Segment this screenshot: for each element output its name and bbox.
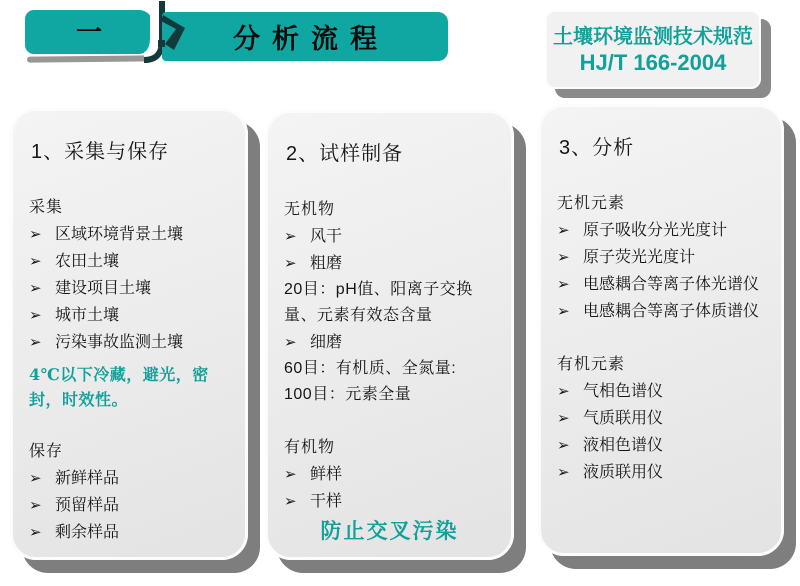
bullet-text: 预留样品: [55, 497, 120, 514]
bullet-arrow-icon: ➢: [284, 466, 297, 483]
bullet-text: 风干: [310, 228, 343, 245]
bullet-item: [29, 248, 233, 275]
bullet-arrow-icon: ➢: [557, 464, 570, 481]
bullet-arrow-icon: ➢: [284, 228, 297, 245]
bullet-text: 鲜样: [310, 466, 343, 483]
bullet-item: [284, 329, 499, 356]
bullet-text: 电感耦合等离子体光谱仪: [583, 276, 760, 293]
bullet-arrow-icon: ➢: [29, 280, 42, 297]
card-title: 1、采集与保存: [31, 141, 170, 163]
bullet-item: [284, 250, 499, 277]
bullet-text: 建设项目土壤: [55, 280, 152, 297]
bullet-text: 区域环境背景土壤: [55, 226, 184, 243]
bullet-arrow-icon: ➢: [29, 497, 42, 514]
card-content: [284, 196, 499, 515]
bullet-item: [284, 223, 499, 250]
bullet-item: [29, 302, 233, 329]
bullet-arrow-icon: ➢: [284, 255, 297, 272]
standard-reference-card: [545, 10, 761, 89]
bullet-arrow-icon: ➢: [557, 222, 570, 239]
bullet-item: [284, 488, 499, 515]
bullet-item: [557, 298, 769, 325]
spacer: [557, 325, 769, 351]
page-title: 分析流程: [233, 24, 389, 54]
bullet-arrow-icon: ➢: [29, 524, 42, 541]
bullet-arrow-icon: ➢: [557, 410, 570, 427]
process-card-collection: [10, 108, 248, 560]
bullet-text: 电感耦合等离子体质谱仪: [583, 303, 760, 320]
detail-text: 100目：元素全量: [284, 386, 412, 403]
bullet-item: [557, 378, 769, 405]
bullet-text: 污染事故监测土壤: [55, 334, 184, 351]
card-title: 2、试样制备: [286, 143, 404, 165]
section-number-label: 一: [75, 17, 102, 47]
card-content: [29, 194, 233, 546]
bullet-arrow-icon: ➢: [284, 493, 297, 510]
standard-code: HJ/T 166-2004: [579, 49, 727, 75]
bullet-arrow-icon: ➢: [557, 437, 570, 454]
bullet-item: [29, 221, 233, 248]
card-content: [557, 190, 769, 486]
bullet-text: 农田土壤: [55, 253, 120, 270]
bullet-arrow-icon: ➢: [29, 253, 42, 270]
process-card-preparation: [265, 110, 514, 560]
bullet-arrow-icon: ➢: [557, 276, 570, 293]
footer-warning: 防止交叉污染: [320, 520, 459, 543]
bullet-arrow-icon: ➢: [557, 383, 570, 400]
bullet-text: 原子荧光光度计: [583, 249, 696, 266]
bullet-item: [557, 405, 769, 432]
bullet-item: [557, 271, 769, 298]
tab-shadow-bar: [27, 55, 153, 62]
section-label: 无机元素: [557, 195, 626, 212]
bullet-item: [284, 461, 499, 488]
bullet-item: [557, 432, 769, 459]
bullet-item: [29, 492, 233, 519]
standard-name: 土壤环境监测技术规范: [553, 25, 753, 48]
bullet-text: 气质联用仪: [583, 410, 664, 427]
bullet-text: 气相色谱仪: [583, 383, 664, 400]
detail-text: 60目：有机质、全氮量:: [284, 360, 457, 377]
spacer: [29, 412, 233, 438]
bullet-text: 新鲜样品: [55, 470, 120, 487]
bullet-item: [29, 329, 233, 356]
bullet-arrow-icon: ➢: [29, 226, 42, 243]
bullet-arrow-icon: ➢: [29, 307, 42, 324]
section-number-tab: [25, 10, 153, 54]
section-label: 保存: [29, 443, 64, 460]
bullet-arrow-icon: ➢: [29, 334, 42, 351]
bullet-text: 原子吸收分光光度计: [583, 222, 728, 239]
bullet-arrow-icon: ➢: [557, 249, 570, 266]
bullet-text: 剩余样品: [55, 524, 120, 541]
header-banner: [162, 12, 448, 61]
bullet-text: 液质联用仪: [583, 464, 664, 481]
bullet-item: [557, 459, 769, 486]
bullet-item: [557, 217, 769, 244]
bullet-arrow-icon: ➢: [557, 303, 570, 320]
bullet-item: [29, 519, 233, 546]
bullet-text: 城市土壤: [55, 307, 120, 324]
section-label: 有机物: [284, 439, 336, 456]
spacer: [284, 408, 499, 434]
bullet-text: 细磨: [310, 334, 343, 351]
section-label: 采集: [29, 199, 64, 216]
bullet-text: 液相色谱仪: [583, 437, 664, 454]
note-text: 4℃以下冷藏，避光，密封，时效性。: [29, 365, 209, 409]
bullet-text: 粗磨: [310, 255, 343, 272]
arrow-icon: [157, 13, 191, 51]
bullet-item: [557, 244, 769, 271]
card-title: 3、分析: [559, 137, 635, 159]
detail-text: 20目：pH值、阳离子交换量、元素有效态含量: [284, 281, 473, 324]
section-label: 有机元素: [557, 356, 626, 373]
bullet-text: 干样: [310, 493, 343, 510]
section-label: 无机物: [284, 201, 336, 218]
bullet-item: [29, 465, 233, 492]
process-card-analysis: [538, 104, 784, 556]
bullet-item: [29, 275, 233, 302]
bullet-arrow-icon: ➢: [29, 470, 42, 487]
bullet-arrow-icon: ➢: [284, 334, 297, 351]
